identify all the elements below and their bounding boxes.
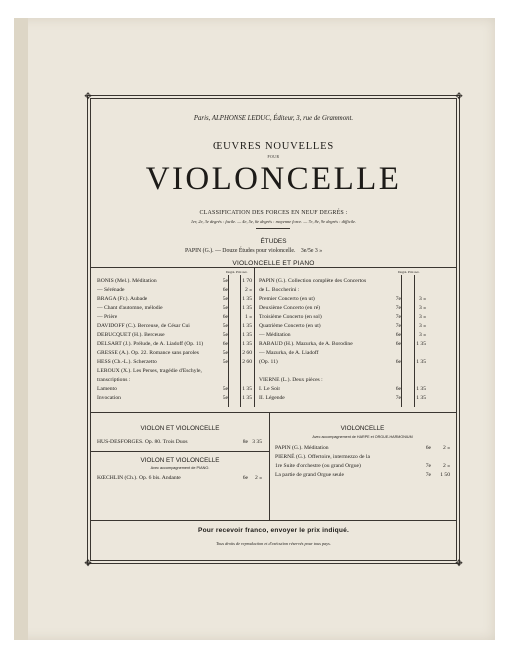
item-price: 1 35 xyxy=(242,323,252,329)
item-title: DAVIDOFF (C.). Berceuse, de César Cui xyxy=(97,323,190,329)
item-title: GRESSE (A.). Op. 22. Romance sans paroles xyxy=(97,350,199,356)
list-item xyxy=(97,358,253,367)
item-price: 1 35 xyxy=(242,296,252,302)
item-title: de L. Boccherini : xyxy=(259,287,300,293)
item-title: II. Légende xyxy=(259,395,285,401)
etudes-line xyxy=(185,248,322,254)
corner-ornament-icon: ✥ xyxy=(455,91,463,101)
vvp-heading: VIOLON ET VIOLONCELLE xyxy=(140,457,220,464)
item-degree: 5e xyxy=(222,278,228,284)
list-item xyxy=(97,376,253,385)
publisher-line: Paris, ALPHONSE LEDUC, Éditeur, 3, rue de Grammont. xyxy=(193,115,354,122)
item-degree: 7e xyxy=(395,395,401,401)
item-title: HESS (Ch.-L.). Scherzetto xyxy=(97,359,157,365)
item-price: 1 70 xyxy=(242,278,252,284)
list-item xyxy=(97,340,253,349)
item-degree: 6e xyxy=(425,445,431,451)
item-degree: 6e xyxy=(395,386,401,392)
franco-line: Pour recevoir franco, envoyer le prix indiqué. xyxy=(197,527,349,534)
item-price: 1 35 xyxy=(242,332,252,338)
list-item xyxy=(259,367,449,376)
item-degree: 7e xyxy=(395,305,401,311)
page-title: VIOLONCELLE xyxy=(145,161,402,197)
rights-line: Tous droits de reproduction et d'exécution réservés pour tous pays. xyxy=(216,541,331,546)
list-item xyxy=(259,295,449,304)
item-price: 1 35 xyxy=(416,395,426,401)
list-item xyxy=(97,295,253,304)
corner-ornament-icon: ✥ xyxy=(84,91,92,101)
hus-title: HUS-DESFORGES. Op. 80. Trois Duos xyxy=(97,439,188,445)
item-price: 3 » xyxy=(419,305,426,311)
lower-top-rule xyxy=(91,412,456,413)
list-item xyxy=(97,394,253,403)
item-title: Premier Concerto (en ut) xyxy=(259,296,315,302)
item-degree: 6e xyxy=(395,332,401,338)
item-title: PAPIN (G.). Collection complète des Concertos xyxy=(259,278,367,284)
list-item xyxy=(259,331,449,340)
list-item xyxy=(275,462,453,471)
harp-subheading: Avec accompagnement de HARPE et ORGUE-HARMONIUM xyxy=(312,435,413,439)
list-item xyxy=(259,322,449,331)
list-item xyxy=(259,376,449,385)
oeuvres-heading: ŒUVRES NOUVELLES xyxy=(212,141,334,152)
binding-edge xyxy=(14,18,28,640)
list-item xyxy=(275,471,453,480)
vv-divider xyxy=(91,451,269,452)
classification-heading: CLASSIFICATION DES FORCES EN NEUF DEGRÉS : xyxy=(199,210,348,216)
item-price: 1 35 xyxy=(416,341,426,347)
vp-column-divider xyxy=(254,267,255,407)
item-title: DEBUCQUET (H.). Berceuse xyxy=(97,332,165,338)
hus-row xyxy=(97,438,265,447)
etudes-heading: ÉTUDES xyxy=(260,238,287,245)
koechlin-row xyxy=(97,474,265,483)
item-title: VIERNE (L.). Deux pièces : xyxy=(259,377,323,383)
item-title: — Sérénade xyxy=(97,287,125,293)
item-price: 1 » xyxy=(245,314,252,320)
item-degree: 5e xyxy=(222,305,228,311)
item-price: 3 » xyxy=(419,323,426,329)
item-degree: 7e xyxy=(395,314,401,320)
koechlin-degree: 6e xyxy=(242,475,248,481)
item-price: 1 35 xyxy=(242,305,252,311)
item-price: 1 35 xyxy=(416,386,426,392)
item-degree: 7e xyxy=(425,472,431,478)
item-price: 3 » xyxy=(419,332,426,338)
list-item xyxy=(97,349,253,358)
item-price: 1 35 xyxy=(242,386,252,392)
item-price: 2 » xyxy=(443,463,450,469)
item-degree: 7e xyxy=(395,323,401,329)
item-degree: 6e xyxy=(222,287,228,293)
list-item xyxy=(97,313,253,322)
list-item xyxy=(97,304,253,313)
item-title: BRAGA (Fr.). Aubade xyxy=(97,296,148,302)
list-item xyxy=(275,444,453,453)
list-item xyxy=(259,286,449,295)
item-degree: 5e xyxy=(222,395,228,401)
item-degree: 5e xyxy=(222,350,228,356)
item-price: 2 » xyxy=(245,287,252,293)
item-title: (Op. 11) xyxy=(259,359,278,365)
etudes-price: 3e/5e 3 » xyxy=(300,248,323,254)
item-degree: 5e xyxy=(222,296,228,302)
item-title: Invocation xyxy=(97,395,121,401)
item-degree: 5e xyxy=(222,323,228,329)
item-title: BONIS (Mel.). Méditation xyxy=(97,278,157,284)
list-item xyxy=(97,367,253,376)
item-title: transcriptions : xyxy=(97,377,131,383)
item-degree: 6e xyxy=(222,314,228,320)
corner-ornament-icon: ✥ xyxy=(84,558,92,568)
item-title: Lamento xyxy=(97,386,117,392)
list-item xyxy=(259,385,449,394)
list-item xyxy=(97,385,253,394)
item-price: 1 50 xyxy=(440,472,450,478)
vv-heading: VIOLON ET VIOLONCELLE xyxy=(140,425,220,432)
item-title: Troisième Concerto (en sol) xyxy=(259,314,322,320)
item-price: 1 35 xyxy=(416,359,426,365)
item-title: Deuxième Concerto (en ré) xyxy=(259,305,321,311)
item-title: La partie de grand Orgue seule xyxy=(275,472,345,478)
list-item xyxy=(259,277,449,286)
item-title: DELSART (J.). Prélude, de A. Liadoff (Op. 11) xyxy=(97,341,204,347)
koechlin-title: KŒCHLIN (Ch.). Op. 6 bis. Andante xyxy=(97,475,181,481)
item-price: 1 35 xyxy=(242,395,252,401)
item-price: 3 » xyxy=(419,314,426,320)
degrees-line: 1er, 2e, 3e degrés : facile. — 4e, 5e, 6e degrés : moyenne force. — 7e, 8e, 9e degrés : difficile. xyxy=(190,219,357,224)
item-degree: 6e xyxy=(395,359,401,365)
pour-word: POUR xyxy=(267,155,280,159)
list-item xyxy=(97,277,253,286)
item-degree: 5e xyxy=(222,332,228,338)
etudes-title: PAPIN (G.). — Douze Études pour violoncelle. xyxy=(185,248,296,254)
harp-heading: VIOLONCELLE xyxy=(340,425,385,432)
item-title: I. Le Soir xyxy=(259,386,281,392)
hus-price: 3 35 xyxy=(252,439,262,445)
list-item xyxy=(97,322,253,331)
item-degree: 6e xyxy=(222,341,228,347)
vp-col-head-right: Degré. Prix net. xyxy=(398,270,420,274)
list-item xyxy=(275,453,453,462)
list-item xyxy=(97,331,253,340)
item-title: PIERNÉ (G.). Offertoire, intermezzo de la xyxy=(275,454,370,460)
item-title: PAPIN (G.). Méditation xyxy=(275,445,329,451)
item-degree: 5e xyxy=(222,359,228,365)
list-item xyxy=(259,340,449,349)
vp-heading: VIOLONCELLE ET PIANO xyxy=(232,260,315,267)
item-degree: 5e xyxy=(222,386,228,392)
item-title: — Prière xyxy=(97,314,118,320)
list-item xyxy=(259,313,449,322)
vp-top-rule xyxy=(91,267,456,268)
list-item xyxy=(259,304,449,313)
corner-ornament-icon: ✥ xyxy=(455,558,463,568)
item-title: — Mazurka, de A. Liadoff xyxy=(259,350,319,356)
item-price: 2 » xyxy=(443,445,450,451)
list-item xyxy=(259,358,449,367)
list-item xyxy=(259,349,449,358)
item-price: 1 35 xyxy=(242,341,252,347)
vp-col-head-left: Degré. Prix net. xyxy=(226,270,248,274)
item-degree: 7e xyxy=(425,463,431,469)
item-title: — Méditation xyxy=(259,332,291,338)
item-title: LEROUX (X.). Les Perses, tragédie d'Eschyle, xyxy=(97,368,202,374)
koechlin-price: 2 » xyxy=(255,475,262,481)
footer-rule xyxy=(91,520,456,521)
item-title: 1re Suite d'orchestre (ou grand Orgue) xyxy=(275,463,361,469)
item-title: Quatrième Concerto (en ut) xyxy=(259,323,321,329)
item-degree: 6e xyxy=(395,341,401,347)
item-price: 2 60 xyxy=(242,350,252,356)
list-item xyxy=(97,286,253,295)
ornament-rule xyxy=(256,228,290,229)
item-price: 3 » xyxy=(419,296,426,302)
hus-degree: 8e xyxy=(242,439,248,445)
item-degree: 7e xyxy=(395,296,401,302)
item-price: 2 60 xyxy=(242,359,252,365)
catalog-panel xyxy=(84,91,463,568)
vvp-subheading: Avec accompagnement de PIANO. xyxy=(150,466,210,470)
item-title: RABAUD (H.). Mazurka, de A. Borodine xyxy=(259,341,353,347)
item-title: — Chant d'automne, mélodie xyxy=(97,305,163,311)
list-item xyxy=(259,394,449,403)
